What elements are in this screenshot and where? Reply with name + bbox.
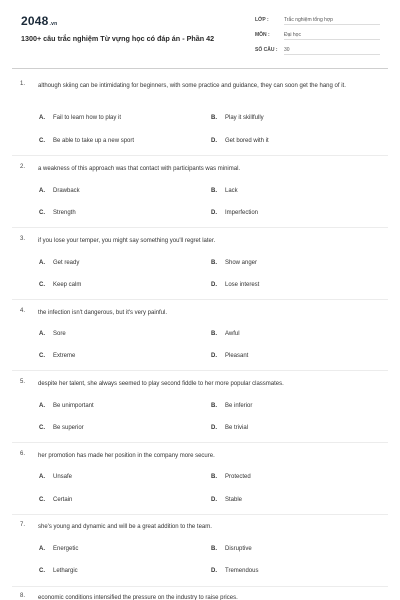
option-c[interactable] xyxy=(39,425,84,431)
option-letter: D. xyxy=(211,497,217,503)
option-text: Be unimportant xyxy=(53,403,94,409)
option-letter: B. xyxy=(211,188,217,194)
option-a[interactable] xyxy=(39,115,121,121)
option-a[interactable] xyxy=(39,403,94,409)
logo-text: 2048 xyxy=(21,14,49,28)
question-divider xyxy=(12,442,388,443)
option-text: Unsafe xyxy=(53,474,73,480)
option-letter: D. xyxy=(211,568,217,574)
option-letter: B. xyxy=(211,331,217,337)
meta-subject-label: MÔN : xyxy=(255,32,270,38)
site-logo[interactable] xyxy=(21,14,57,28)
question-divider xyxy=(12,155,388,156)
question-divider xyxy=(12,299,388,300)
document-title: 1300+ câu trắc nghiệm Từ vựng học có đáp án - Phần 42 xyxy=(21,34,215,43)
option-text: Get ready xyxy=(53,260,80,266)
option-c[interactable] xyxy=(39,282,81,288)
option-d[interactable] xyxy=(211,497,242,503)
option-b[interactable] xyxy=(211,115,264,121)
meta-divider xyxy=(284,54,380,55)
option-a[interactable] xyxy=(39,188,80,194)
option-letter: A. xyxy=(39,474,45,480)
option-text: Sore xyxy=(53,331,66,337)
question-divider xyxy=(12,586,388,587)
option-d[interactable] xyxy=(211,210,258,216)
option-text: Stable xyxy=(225,497,243,503)
option-text: Be inferior xyxy=(225,403,253,409)
question-number: 7. xyxy=(20,522,26,528)
meta-count-value: 30 xyxy=(284,47,290,53)
option-letter: C. xyxy=(39,282,45,288)
option-letter: B. xyxy=(211,403,217,409)
option-a[interactable] xyxy=(39,546,78,552)
option-text: Lethargic xyxy=(53,568,78,574)
meta-class-value: Trắc nghiệm tổng hợp xyxy=(284,17,333,23)
option-letter: D. xyxy=(211,353,217,359)
option-text: Certain xyxy=(53,497,73,503)
option-text: Pleasant xyxy=(225,353,249,359)
option-letter: B. xyxy=(211,115,217,121)
question-stem: the infection isn't dangerous, but it's very painful. xyxy=(38,310,168,316)
question-number: 3. xyxy=(20,236,26,242)
option-text: Lack xyxy=(225,188,238,194)
option-text: Disruptive xyxy=(225,546,252,552)
meta-divider xyxy=(284,24,380,25)
option-text: Be trivial xyxy=(225,425,249,431)
meta-class-label: LỚP : xyxy=(255,17,269,23)
question-number: 4. xyxy=(20,308,26,314)
option-b[interactable] xyxy=(211,188,238,194)
option-letter: C. xyxy=(39,425,45,431)
question-number: 6. xyxy=(20,451,26,457)
option-text: Lose interest xyxy=(225,282,260,288)
option-b[interactable] xyxy=(211,260,257,266)
option-c[interactable] xyxy=(39,497,72,503)
option-letter: D. xyxy=(211,282,217,288)
option-letter: D. xyxy=(211,425,217,431)
question-stem: if you lose your temper, you might say something you'll regret later. xyxy=(38,238,216,244)
option-letter: B. xyxy=(211,546,217,552)
option-text: Drawback xyxy=(53,188,80,194)
option-text: Strength xyxy=(53,210,76,216)
option-letter: C. xyxy=(39,210,45,216)
logo-suffix: .vn xyxy=(49,21,58,27)
option-text: Be able to take up a new sport xyxy=(53,138,135,144)
option-b[interactable] xyxy=(211,546,252,552)
meta-subject-value: Đại học xyxy=(284,32,301,38)
question-stem: a weakness of this approach was that contact with participants was minimal. xyxy=(38,166,241,172)
option-letter: A. xyxy=(39,546,45,552)
question-divider xyxy=(12,370,388,371)
meta-divider xyxy=(284,39,380,40)
question-number: 5. xyxy=(20,379,26,385)
option-text: Imperfection xyxy=(225,210,259,216)
option-c[interactable] xyxy=(39,353,75,359)
option-text: Show anger xyxy=(225,260,258,266)
option-a[interactable] xyxy=(39,331,66,337)
option-text: Energetic xyxy=(53,546,79,552)
question-number: 2. xyxy=(20,164,26,170)
option-d[interactable] xyxy=(211,568,258,574)
option-letter: B. xyxy=(211,260,217,266)
option-text: Awful xyxy=(225,331,240,337)
option-letter: C. xyxy=(39,138,45,144)
option-b[interactable] xyxy=(211,331,240,337)
option-letter: D. xyxy=(211,138,217,144)
option-text: Tremendous xyxy=(225,568,259,574)
meta-count-label: SỐ CÂU : xyxy=(255,47,278,53)
option-d[interactable] xyxy=(211,425,248,431)
option-letter: B. xyxy=(211,474,217,480)
question-divider xyxy=(12,514,388,515)
option-letter: A. xyxy=(39,188,45,194)
question-stem: her promotion has made her position in the company more secure. xyxy=(38,453,215,459)
header-rule xyxy=(12,68,388,69)
option-a[interactable] xyxy=(39,260,79,266)
option-letter: A. xyxy=(39,331,45,337)
option-a[interactable] xyxy=(39,474,72,480)
question-stem: economic conditions intensified the pressure on the industry to raise prices. xyxy=(38,595,238,600)
question-stem: despite her talent, she always seemed to play second fiddle to her more popular classmates. xyxy=(38,381,284,387)
option-c[interactable] xyxy=(39,210,76,216)
option-c[interactable] xyxy=(39,138,134,144)
option-d[interactable] xyxy=(211,138,269,144)
option-b[interactable] xyxy=(211,403,252,409)
option-text: Fail to learn how to play it xyxy=(53,115,122,121)
option-text: Be superior xyxy=(53,425,84,431)
question-stem: she's young and dynamic and will be a great addition to the team. xyxy=(38,524,212,530)
option-text: Extreme xyxy=(53,353,76,359)
option-d[interactable] xyxy=(211,353,248,359)
option-letter: A. xyxy=(39,403,45,409)
option-letter: C. xyxy=(39,568,45,574)
option-b[interactable] xyxy=(211,474,251,480)
option-text: Get bored with it xyxy=(225,138,269,144)
option-text: Protected xyxy=(225,474,251,480)
question-number: 8. xyxy=(20,593,26,599)
option-letter: A. xyxy=(39,115,45,121)
option-d[interactable] xyxy=(211,282,259,288)
option-c[interactable] xyxy=(39,568,78,574)
question-stem: although skiing can be intimidating for beginners, with some practice and guidance, they can soon get the hang of it. xyxy=(38,83,346,89)
question-divider xyxy=(12,227,388,228)
option-text: Play it skillfully xyxy=(225,115,264,121)
question-number: 1. xyxy=(20,81,26,87)
option-letter: D. xyxy=(211,210,217,216)
option-letter: A. xyxy=(39,260,45,266)
option-text: Keep calm xyxy=(53,282,82,288)
header xyxy=(0,0,400,62)
option-letter: C. xyxy=(39,497,45,503)
option-letter: C. xyxy=(39,353,45,359)
